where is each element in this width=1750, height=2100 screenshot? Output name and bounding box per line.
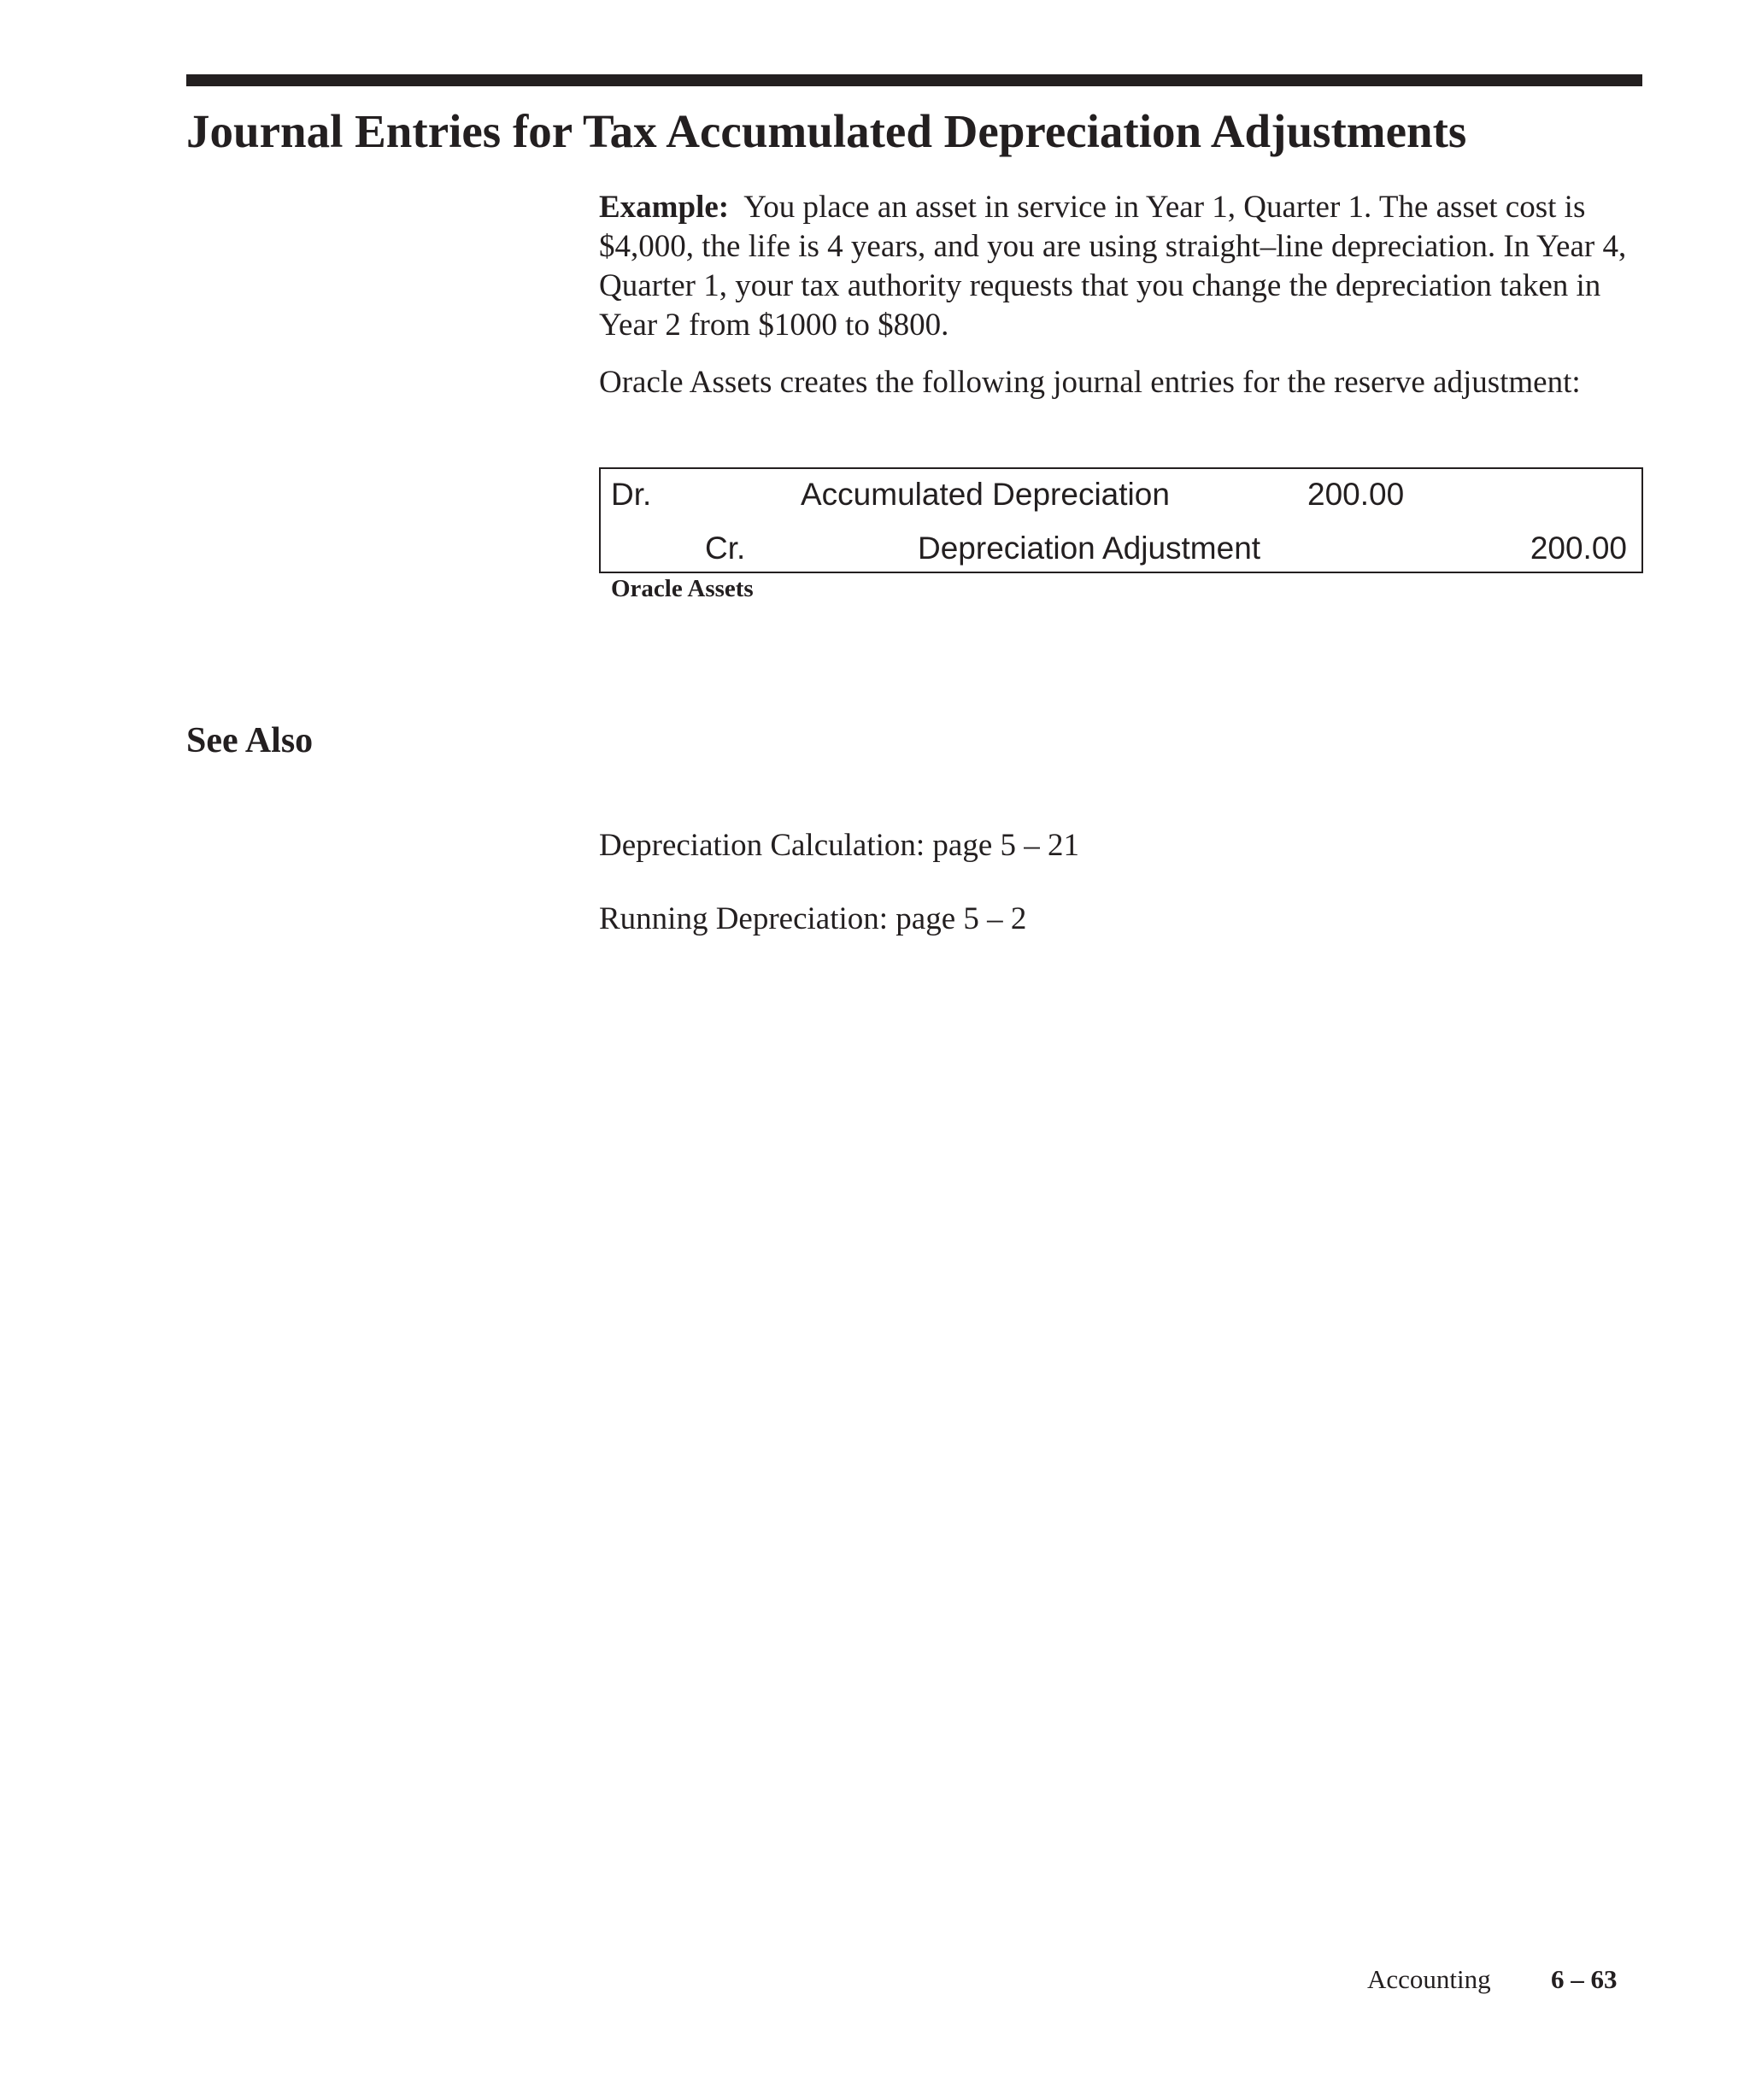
credit-account: Depreciation Adjustment bbox=[918, 531, 1261, 566]
footer-section-name: Accounting bbox=[1367, 1964, 1491, 1994]
debit-account: Accumulated Depreciation bbox=[801, 477, 1170, 512]
debit-amount: 200.00 bbox=[1307, 477, 1405, 512]
example-text: You place an asset in service in Year 1, Quarter 1. The asset cost is $4,000, the life is 4 years, and you are using straight–line depreciation. In Year 4, Quarter 1, your tax authority requests that you change the depreciation taken in Year 2 from $1000 to $800. bbox=[599, 190, 1627, 343]
xref-depreciation-calculation[interactable]: Depreciation Calculation: page 5 – 21 bbox=[599, 828, 1080, 863]
see-also-heading: See Also bbox=[186, 721, 314, 760]
journal-caption: Oracle Assets bbox=[611, 575, 754, 602]
xref-running-depreciation[interactable]: Running Depreciation: page 5 – 2 bbox=[599, 901, 1027, 936]
debit-type: Dr. bbox=[611, 477, 652, 512]
section-title: Journal Entries for Tax Accumulated Depreciation Adjustments bbox=[186, 105, 1467, 157]
footer-page-number: 6 – 63 bbox=[1551, 1964, 1618, 1994]
intro-paragraph: Oracle Assets creates the following journal entries for the reserve adjustment: bbox=[599, 365, 1581, 400]
credit-amount: 200.00 bbox=[1530, 531, 1627, 566]
example-paragraph bbox=[599, 188, 1635, 345]
top-rule bbox=[186, 74, 1642, 86]
example-label: Example: bbox=[599, 190, 730, 225]
credit-type: Cr. bbox=[705, 531, 746, 566]
journal-entry-table bbox=[599, 467, 1643, 573]
